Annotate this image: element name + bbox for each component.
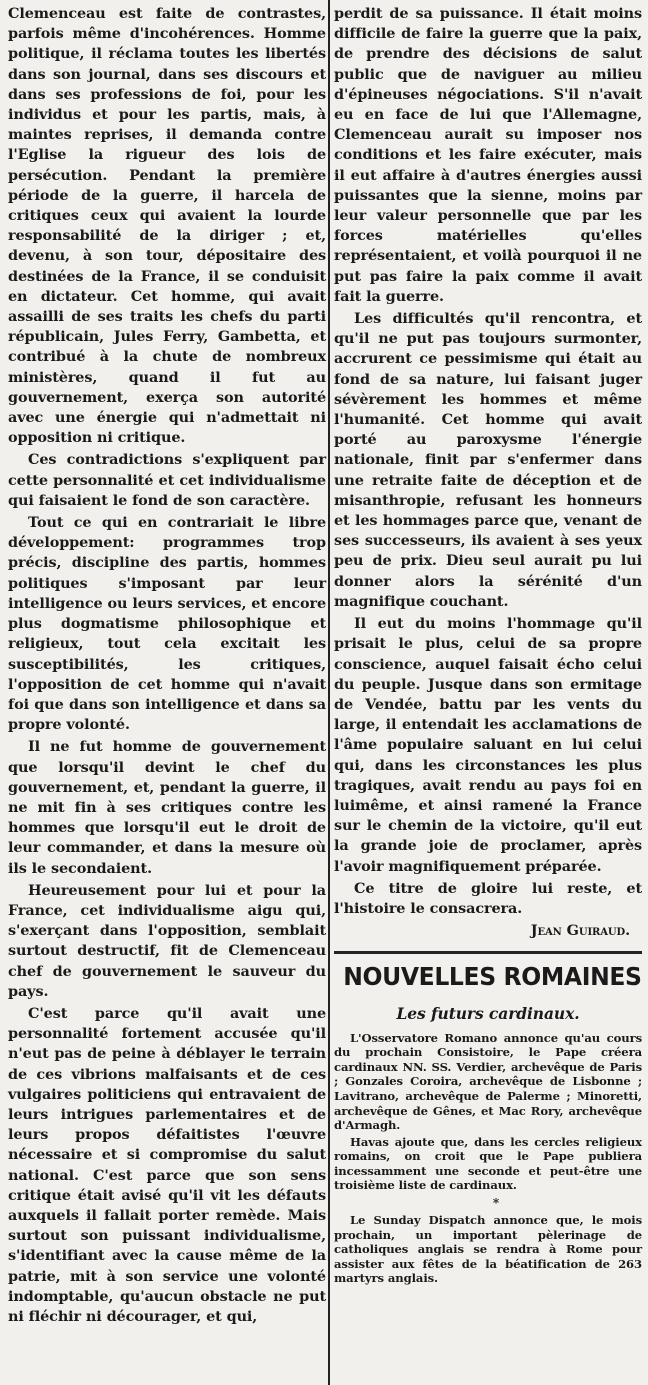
news-subtitle: Les futurs cardinaux. bbox=[396, 1004, 580, 1024]
article-paragraph: Les difficultés qu'il rencontra, et qu'il ne put pas toujours surmonter, accrurent ce pessimisme qui était au fond de sa nature, lui faisant juger sévèrement les hommes et même l'humanité. Cet homme qui avait porté au paroxysme l'énergie nationale, finit par s'enfermer dans une retraite faite de déception et de misanthropie, refusant les honneurs et les hommages parce que, venant de ses successeurs, ils avaient à ses yeux peu de prix. Dieu seul aurait pu lui donner alors la sérénité d'un magnifique couchant. bbox=[334, 310, 642, 610]
column-divider bbox=[328, 0, 330, 1385]
article-paragraph: C'est parce qu'il avait une personnalité fortement accusée qu'il n'eut pas de peine à déblayer le terrain de ces vibrions malfaisants et de ces vulgaires politiciens qui entravaient de leurs intrigues parlementaires et de leurs propos défaitistes l'œuvre nécessaire et si compromise du salut national. C'est parce que son sens critique était avisé qu'il vit les défauts auxquels il fallait porter remède. Mais surtout son puissant individualisme, s'identifiant avec la cause même de la patrie, mit à son service une volonté indomptable, qu'aucun obstacle ne put ni fléchir ni décourager, et qui, bbox=[8, 1004, 326, 1325]
news-block bbox=[334, 1031, 642, 1287]
article-paragraph: Ces contradictions s'expliquent par cette personnalité et cet individualisme qui faisaient le fond de son caractère. bbox=[8, 451, 326, 509]
article-paragraph: Il ne fut homme de gouvernement que lorsqu'il devint le chef du gouvernement, et, pendant la guerre, il ne mit fin à ses critiques contre les hommes que lorsqu'il eut le droit de leur commander, et dans la mesure où ils le secondaient. bbox=[8, 738, 326, 877]
article-paragraph: Il eut du moins l'hommage qu'il prisait le plus, celui de sa propre conscience, auquel faisait écho celui du peuple. Jusque dans son ermitage de Vendée, battu par les vents du large, il entendait les acclamations de l'âme populaire saluant en lui celui qui, dans les circonstances les plus tragiques, avait rendu au pays foi en luimême, et ainsi ramené la France sur le chemin de la victoire, qu'il eut la grande joie de proclamer, après l'avoir magnifiquement préparée. bbox=[334, 615, 642, 875]
article-paragraph: Heureusement pour lui et pour la France, cet individualisme aigu qui, s'exerçant dans l'opposition, semblait surtout destructif, fit de Clemenceau chef de gouvernement le sauveur du pays. bbox=[8, 881, 326, 1000]
left-column bbox=[8, 4, 326, 1327]
article-paragraph: Ce titre de gloire lui reste, et l'histoire le consacrera. bbox=[334, 879, 642, 917]
author-signature: Jean Guiraud. bbox=[530, 922, 630, 940]
article-paragraph: perdit de sa puissance. Il était moins difficile de faire la guerre que la paix, de prendre des décisions de salut public que de naviguer au milieu d'épineuses négociations. S'il n'avait eu en face de lui que l'Allemagne, Clemenceau aurait su imposer nos conditions et les faire exécuter, mais il eut affaire à d'autres énergies aussi puissantes que la sienne, moins par leur valeur personnelle que par les forces matérielles qu'elles représentaient, et voilà pourquoi il ne put pas faire la paix comme il avait fait la guerre. bbox=[334, 5, 642, 305]
section-title: NOUVELLES ROMAINES bbox=[343, 962, 642, 992]
news-paragraph: L'Osservatore Romano annonce qu'au cours du prochain Consistoire, le Pape créera cardinaux NN. SS. Verdier, archevêque de Paris ; Gonzales Coroira, archevêque de Lisbonne ; Lavitrano, archevêque de Palerme ; Minoretti, archevêque de Gênes, et Mac Rory, archevêque d'Armagh. bbox=[334, 1030, 642, 1133]
right-column bbox=[334, 4, 642, 1286]
news-paragraph: Le Sunday Dispatch annonce que, le mois prochain, un important pèlerinage de catholiques anglais se rendra à Rome pour assister aux fêtes de la béatification de 263 martyrs anglais. bbox=[334, 1213, 642, 1286]
article-paragraph: Tout ce qui en contrariait le libre développement: programmes trop précis, discipline des partis, hommes politiques s'imposant par leur intelligence ou leurs services, et encore plus dogmatisme philosophique et religieux, tout cela excitait les susceptibilités, les critiques, l'opposition de cet homme qui n'avait foi que dans son intelligence et dans sa propre volonté. bbox=[8, 514, 326, 734]
article-paragraph: Clemenceau est faite de contrastes, parfois même d'incohérences. Homme politique, il réclama toutes les libertés dans son journal, dans ses discours et dans ses professions de foi, pour les individus et pour les partis, mais, à maintes reprises, il demanda contre l'Eglise la rigueur des lois de persécution. Pendant la première période de la guerre, il harcela de critiques ceux qui avaient la lourde responsabilité de la diriger ; et, devenu, à son tour, dépositaire des destinées de la France, il se conduisit en dictateur. Cet homme, qui avait assailli de ses traits les chefs du parti républicain, Jules Ferry, Gambetta, et contribué à la chute de nombreux ministères, quand il fut au gouvernement, exerça son autorité avec une énergie qui n'admettait ni opposition ni critique. bbox=[8, 5, 326, 447]
news-paragraph: Havas ajoute que, dans les cercles religieux romains, on croit que le Pape publiera incessamment une seconde et peut-être une troisième liste de cardinaux. bbox=[334, 1134, 642, 1193]
section-rule bbox=[334, 951, 642, 954]
separator-star: * bbox=[492, 1196, 500, 1211]
